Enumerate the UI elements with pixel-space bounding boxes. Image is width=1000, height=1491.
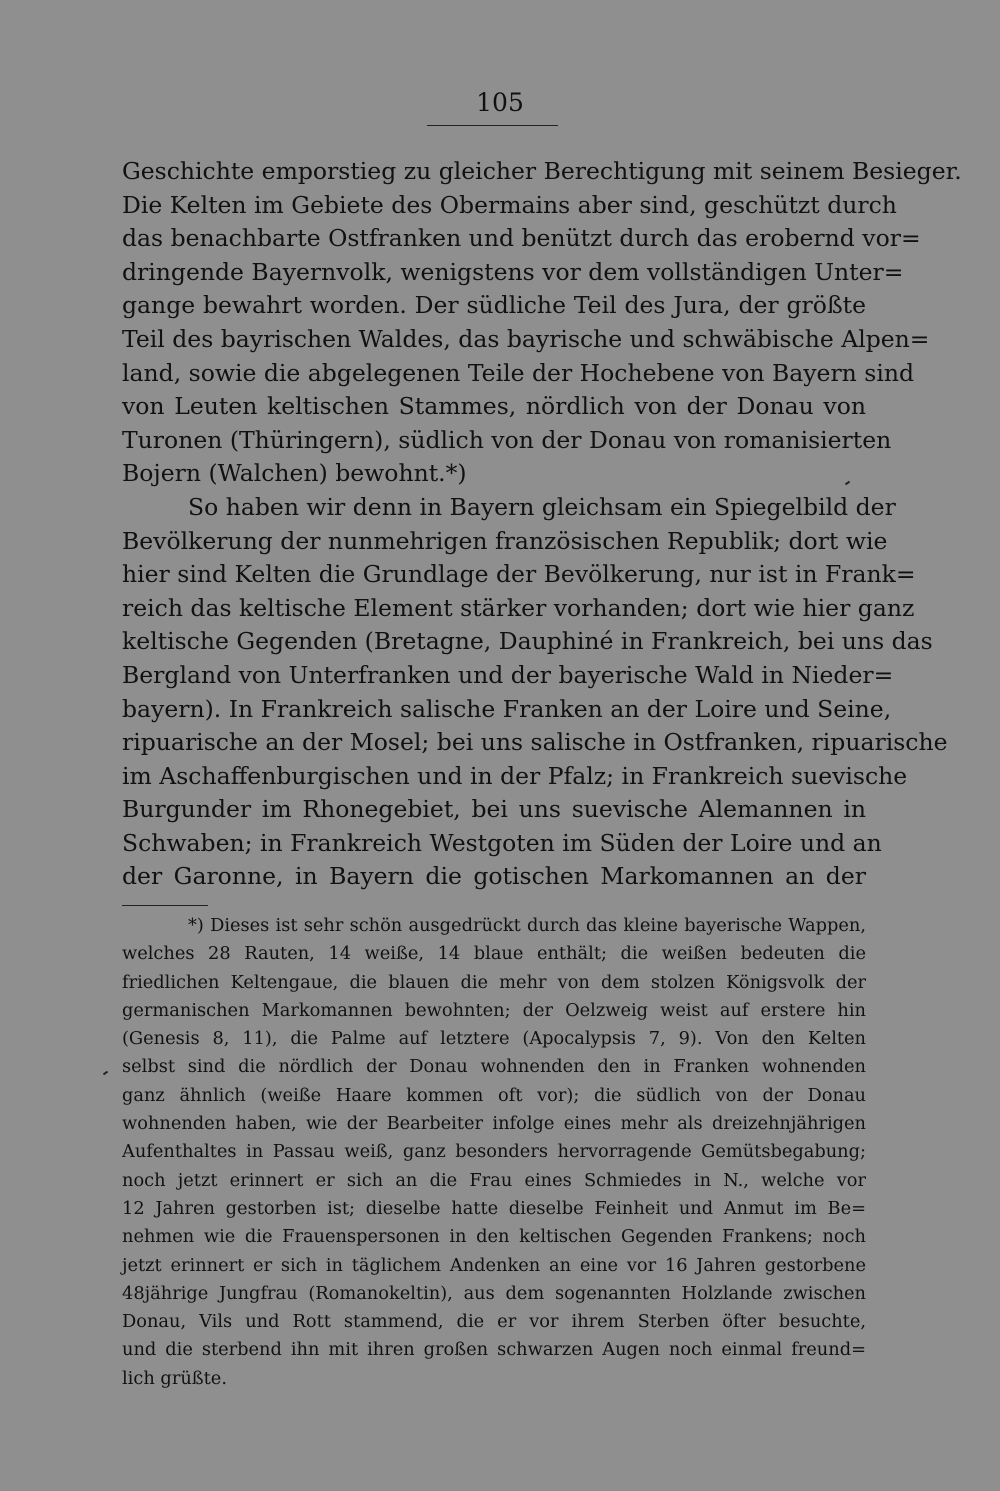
body-line: gange bewahrt worden. Der südliche Teil des Jura, der größte xyxy=(122,291,866,320)
body-line: das benachbarte Ostfranken und benützt durch das erobernd vor= xyxy=(122,224,921,253)
footnote-line: 12 Jahren gestorben ist; dieselbe hatte dieselbe Feinheit und Anmut im Be= xyxy=(122,1197,866,1219)
body-line: hier sind Kelten die Grundlage der Bevölkerung, nur ist in Frank= xyxy=(122,560,916,589)
footnote-line: 48jährige Jungfrau (Romanokeltin), aus dem sogenannten Holzlande zwischen xyxy=(122,1282,866,1304)
body-line: Geschichte emporstieg zu gleicher Berechtigung mit seinem Besieger. xyxy=(122,157,962,185)
footnote-line: *) Dieses ist sehr schön ausgedrückt durch das kleine bayerische Wappen, xyxy=(188,915,866,936)
footnote-line: germanischen Markomannen bewohnten; der Oelzweig weist auf erstere hin xyxy=(122,999,866,1021)
footnote-rule xyxy=(122,905,208,906)
footnote-line: wohnenden haben, wie der Bearbeiter infolge eines mehr als dreizehnjährigen xyxy=(122,1113,866,1135)
body-line: bayern). In Frankreich salische Franken an der Loire und Seine, xyxy=(122,694,892,723)
footnote-text xyxy=(122,912,866,1393)
body-line: Die Kelten im Gebiete des Obermains aber sind, geschützt durch xyxy=(122,190,897,219)
body-line: Turonen (Thüringern), südlich von der Donau von romanisierten xyxy=(122,425,892,454)
page-number: 105 xyxy=(476,88,524,117)
body-line: Burgunder im Rhonegebiet, bei uns suevische Alemannen in xyxy=(122,795,866,824)
footnote-line: und die sterbend ihn mit ihren großen schwarzen Augen noch einmal freund= xyxy=(122,1339,866,1361)
body-line: dringende Bayernvolk, wenigstens vor dem vollständigen Unter= xyxy=(122,257,904,286)
footnote-line: welches 28 Rauten, 14 weiße, 14 blaue enthält; die weißen bedeuten die xyxy=(122,943,866,965)
body-line: Bevölkerung der nunmehrigen französischen Republik; dort wie xyxy=(122,526,888,555)
footnote-line: friedlichen Keltengaue, die blauen die mehr von dem stolzen Königsvolk der xyxy=(122,971,866,993)
body-line: reich das keltische Element stärker vorhanden; dort wie hier ganz xyxy=(122,593,915,622)
body-line: von Leuten keltischen Stammes, nördlich von der Donau von xyxy=(122,392,866,421)
footnote-line: lich grüßte. xyxy=(122,1367,227,1389)
body-line: Bergland von Unterfranken und der bayerische Wald in Nieder= xyxy=(122,660,894,689)
footnote-line: jetzt erinnert er sich in täglichem Andenken an eine vor 16 Jahren gestorbene xyxy=(122,1254,866,1276)
body-line: Bojern (Walchen) bewohnt.*) xyxy=(122,459,467,488)
footnote-line: noch jetzt erinnert er sich an die Frau eines Schmiedes in N., welche vor xyxy=(122,1169,866,1191)
body-line: ripuarische an der Mosel; bei uns salische in Ostfranken, ripuarische xyxy=(122,728,948,757)
body-line: Schwaben; in Frankreich Westgoten im Süden der Loire und an xyxy=(122,828,882,857)
body-line: keltische Gegenden (Bretagne, Dauphiné in Frankreich, bei uns das xyxy=(122,627,933,656)
footnote-line: selbst sind die nördlich der Donau wohnenden den in Franken wohnenden xyxy=(122,1056,866,1078)
body-text xyxy=(122,155,962,894)
footnote-line: Aufenthaltes in Passau weiß, ganz besonders hervorragende Gemütsbegabung; xyxy=(122,1141,866,1163)
body-line: der Garonne, in Bayern die gotischen Markomannen an der xyxy=(122,862,866,891)
footnote-line: (Genesis 8, 11), die Palme auf letztere (Apocalypsis 7, 9). Von den Kelten xyxy=(122,1028,866,1050)
body-line: land, sowie die abgelegenen Teile der Hochebene von Bayern sind xyxy=(122,358,915,387)
body-line: So haben wir denn in Bayern gleichsam ein Spiegelbild der xyxy=(188,492,896,521)
footnote-line: Donau, Vils und Rott stammend, die er vor ihrem Sterben öfter besuchte, xyxy=(122,1311,866,1333)
ink-speck xyxy=(103,1071,108,1076)
body-line: im Aschaffenburgischen und in der Pfalz; in Frankreich suevische xyxy=(122,761,908,790)
footnote-line: ganz ähnlich (weiße Haare kommen oft vor); die südlich von der Donau xyxy=(122,1084,866,1106)
header-rule xyxy=(427,125,558,126)
body-line: Teil des bayrischen Waldes, das bayrische und schwäbische Alpen= xyxy=(122,324,930,353)
footnote-line: nehmen wie die Frauenspersonen in den keltischen Gegenden Frankens; noch xyxy=(122,1226,866,1248)
